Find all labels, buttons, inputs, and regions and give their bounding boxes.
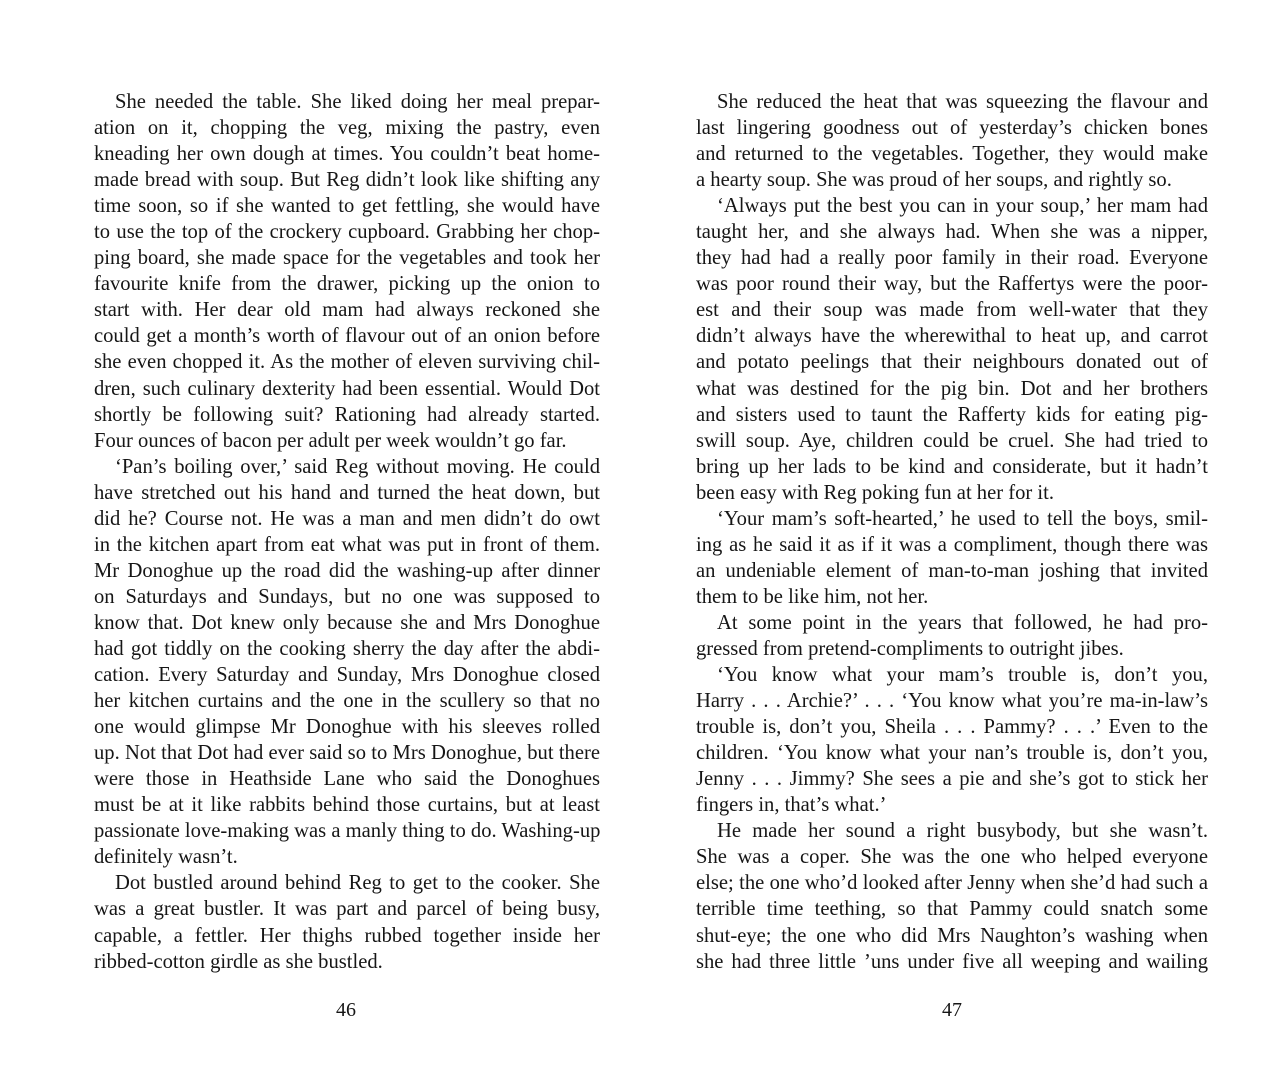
text-line: ‘You know what your mam’s trouble is, don’t you, bbox=[717, 664, 1208, 687]
text-line: Dot bustled around behind Reg to get to the cooker. She bbox=[115, 872, 600, 895]
text-line: was poor round their way, but the Raffertys were the poor- bbox=[696, 273, 1208, 296]
text-line: she had three little ’uns under five all weeping and wailing bbox=[696, 950, 1208, 973]
text-line: and sisters used to taunt the Rafferty kids for eating pig- bbox=[696, 403, 1208, 426]
text-line: At some point in the years that followed, he had pro- bbox=[717, 611, 1208, 634]
text-line: She reduced the heat that was squeezing the flavour and bbox=[717, 91, 1208, 113]
text-line: them to be like him, not her. bbox=[696, 585, 929, 608]
right-page bbox=[642, 0, 1284, 1080]
text-line: they had had a really poor family in their road. Everyone bbox=[696, 247, 1208, 270]
text-line: taught her, and she always had. When she was a nipper, bbox=[696, 221, 1208, 244]
text-line: gressed from pretend-compliments to outright jibes. bbox=[696, 637, 1124, 660]
text-line: est and their soup was made from well-water that they bbox=[696, 299, 1208, 322]
text-line: swill soup. Aye, children could be cruel. She had tried to bbox=[696, 429, 1208, 452]
text-line: been easy with Reg poking fun at her for it. bbox=[696, 481, 1055, 504]
text-line: trouble is, don’t you, Sheila . . . Pammy? . . .’ Even to the bbox=[696, 716, 1208, 739]
text-line: her kitchen curtains and the one in the scullery so that no bbox=[94, 690, 600, 713]
right-page-text bbox=[696, 89, 1208, 975]
text-line: had got tiddly on the cooking sherry the day after the abdi- bbox=[94, 637, 600, 660]
text-line: ‘Your mam’s soft-hearted,’ he used to tell the boys, smil- bbox=[717, 507, 1208, 530]
text-line: shut-eye; the one who did Mrs Naughton’s washing when bbox=[696, 924, 1208, 947]
text-line: a hearty soup. She was proud of her soups, and rightly so. bbox=[696, 169, 1172, 192]
text-line: time soon, so if she wanted to get fettling, she would have bbox=[94, 195, 600, 218]
text-line: what was destined for the pig bin. Dot and her brothers bbox=[696, 377, 1208, 400]
text-line: definitely wasn’t. bbox=[94, 846, 238, 869]
text-line: cation. Every Saturday and Sunday, Mrs Donoghue closed bbox=[94, 664, 600, 687]
text-line: in the kitchen apart from eat what was put in front of them. bbox=[94, 533, 600, 556]
text-line: to use the top of the crockery cupboard. Grabbing her chop- bbox=[94, 221, 600, 244]
text-line: capable, a fettler. Her thighs rubbed together inside her bbox=[94, 924, 600, 947]
text-line: she even chopped it. As the mother of eleven surviving chil- bbox=[94, 351, 600, 374]
text-line: terrible time teething, so that Pammy could snatch some bbox=[696, 898, 1208, 921]
text-line: passionate love-making was a manly thing to do. Washing-up bbox=[94, 820, 601, 843]
text-line: Four ounces of bacon per adult per week wouldn’t go far. bbox=[94, 429, 567, 452]
right-page-number: 47 bbox=[942, 999, 962, 1021]
text-line: didn’t always have the wherewithal to heat up, and carrot bbox=[696, 325, 1208, 348]
text-line: ping board, she made space for the vegetables and took her bbox=[94, 247, 600, 270]
text-line: up. Not that Dot had ever said so to Mrs Donoghue, but there bbox=[94, 742, 600, 765]
text-line: Mr Donoghue up the road did the washing-up after dinner bbox=[94, 559, 600, 582]
text-line: ing as he said it as if it was a compliment, though there was bbox=[696, 533, 1208, 556]
text-line: Harry . . . Archie?’ . . . ‘You know what you’re ma-in-law’s bbox=[696, 690, 1208, 713]
text-line: kneading her own dough at times. You couldn’t beat home- bbox=[94, 143, 600, 166]
text-line: one would glimpse Mr Donoghue with his sleeves rolled bbox=[94, 716, 600, 739]
text-line: else; the one who’d looked after Jenny when she’d had such a bbox=[696, 872, 1208, 895]
text-line: and potato peelings that their neighbours donated out of bbox=[696, 351, 1208, 374]
text-line: could get a month’s worth of flavour out of an onion before bbox=[94, 325, 600, 348]
text-line: was a great bustler. It was part and parcel of being busy, bbox=[94, 898, 600, 921]
text-line: an undeniable element of man-to-man joshing that invited bbox=[696, 559, 1208, 582]
text-line: ation on it, chopping the veg, mixing the pastry, even bbox=[94, 117, 600, 140]
text-line: ‘Pan’s boiling over,’ said Reg without moving. He could bbox=[115, 455, 600, 478]
text-line: Jenny . . . Jimmy? She sees a pie and she’s got to stick her bbox=[696, 768, 1208, 791]
text-line: did he? Course not. He was a man and men didn’t do owt bbox=[94, 507, 600, 530]
text-line: know that. Dot knew only because she and Mrs Donoghue bbox=[94, 611, 600, 634]
text-line: fingers in, that’s what.’ bbox=[696, 794, 887, 817]
text-line: must be at it like rabbits behind those curtains, but at least bbox=[94, 794, 600, 817]
text-line: favourite knife from the drawer, picking up the onion to bbox=[94, 273, 600, 296]
text-line: ribbed-cotton girdle as she bustled. bbox=[94, 950, 383, 973]
text-line: He made her sound a right busybody, but she wasn’t. bbox=[717, 820, 1208, 843]
text-line: were those in Heathside Lane who said the Donoghues bbox=[94, 768, 600, 791]
left-page-number: 46 bbox=[336, 999, 356, 1021]
text-line: and returned to the vegetables. Together, they would make bbox=[696, 143, 1208, 166]
text-line: shortly be following suit? Rationing had already started. bbox=[94, 403, 600, 426]
text-line: last lingering goodness out of yesterday’s chicken bones bbox=[696, 117, 1208, 140]
text-line: made bread with soup. But Reg didn’t look like shifting any bbox=[94, 169, 600, 192]
text-line: have stretched out his hand and turned the heat down, but bbox=[94, 481, 600, 504]
text-line: ‘Always put the best you can in your soup,’ her mam had bbox=[717, 195, 1208, 218]
text-line: dren, such culinary dexterity had been essential. Would Dot bbox=[94, 377, 600, 400]
text-line: children. ‘You know what your nan’s trouble is, don’t you, bbox=[696, 742, 1208, 765]
left-page-text bbox=[94, 89, 600, 975]
text-line: She was a coper. She was the one who helped everyone bbox=[696, 846, 1208, 869]
text-line: on Saturdays and Sundays, but no one was supposed to bbox=[94, 585, 600, 608]
text-line: She needed the table. She liked doing her meal prepar- bbox=[115, 91, 600, 113]
text-line: start with. Her dear old mam had always reckoned she bbox=[94, 299, 600, 322]
text-line: bring up her lads to be kind and considerate, but it hadn’t bbox=[696, 455, 1208, 478]
